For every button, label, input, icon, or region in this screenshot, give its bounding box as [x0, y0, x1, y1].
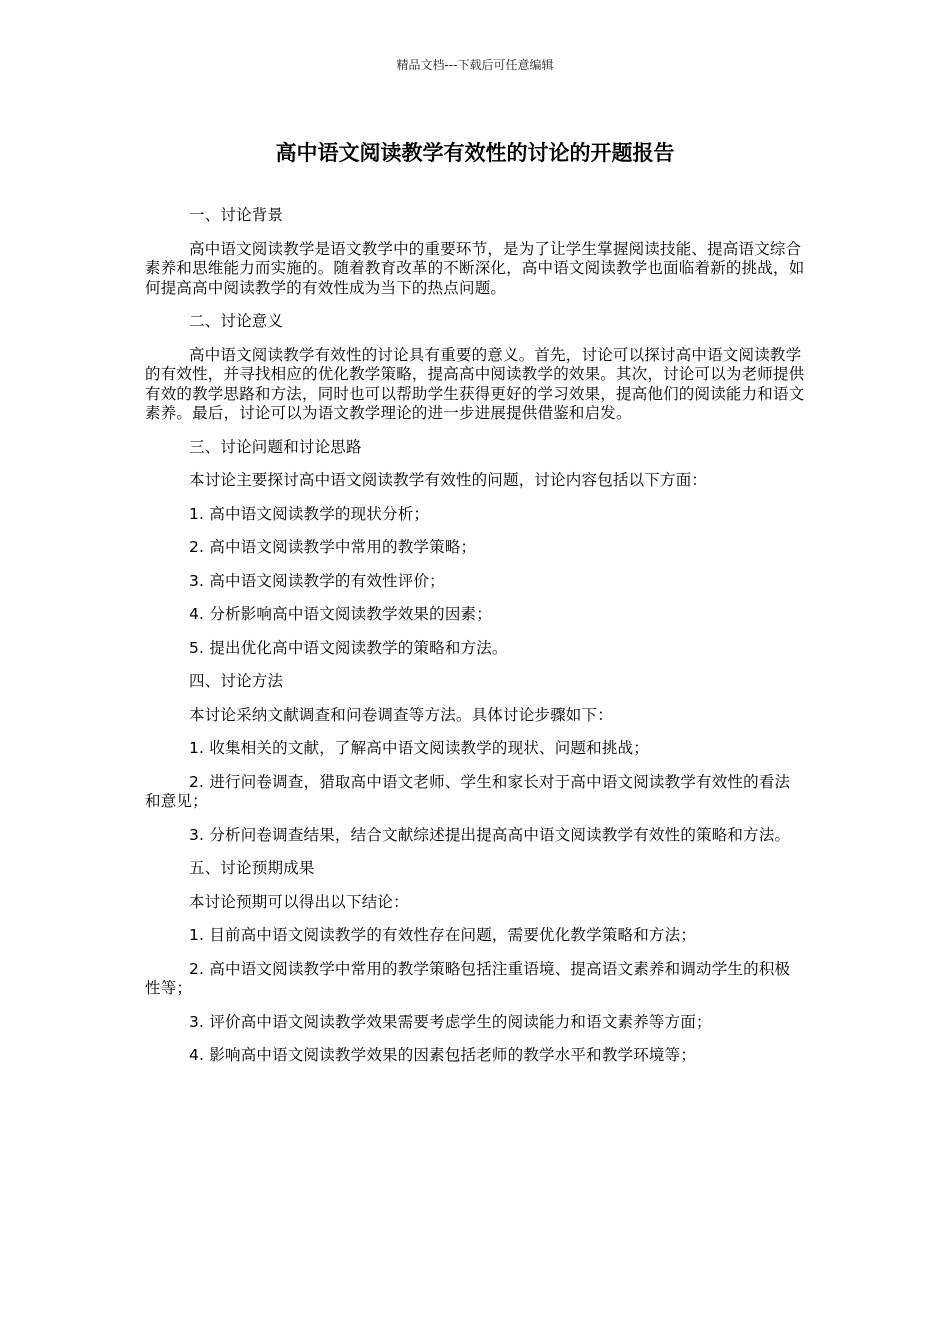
paragraph-background: 高中语文阅读教学是语文教学中的重要环节，是为了让学生掌握阅读技能、提高语文综合素养和思维能力而实施的。随着教育改革的不断深化，高中语文阅读教学也面临着新的挑战，如何提高高中阅读教学的有效性成为当下的热点问题。: [145, 239, 805, 297]
paragraph-questions-intro: 本讨论主要探讨高中语文阅读教学有效性的问题，讨论内容包括以下方面：: [189, 471, 708, 489]
paragraph-significance: 高中语文阅读教学有效性的讨论具有重要的意义。首先，讨论可以探讨高中语文阅读教学的有效性，并寻找相应的优化教学策略，提高高中阅读教学的效果。其次，讨论可以为老师提供有效的教学思路和方法，同时也可以帮助学生获得更好的学习效果，提高他们的阅读能力和语文素养。最后，讨论可以为语文教学理论的进一步进展提供借鉴和启发。: [145, 345, 805, 422]
page-header: 精品文档---下载后可任意编辑: [396, 58, 554, 72]
list-item: 2. 高中语文阅读教学中常用的教学策略包括注重语境、提高语文素养和调动学生的积极性等；: [145, 959, 791, 997]
list-item: 1. 目前高中语文阅读教学的有效性存在问题，需要优化教学策略和方法；: [189, 926, 697, 944]
list-item: 3. 高中语文阅读教学的有效性评价；: [189, 571, 445, 590]
list-item: 1. 收集相关的文献，了解高中语文阅读教学的现状、问题和挑战；: [189, 739, 649, 757]
document-body: [145, 206, 805, 1080]
document-title: 高中语文阅读教学有效性的讨论的开题报告: [275, 141, 675, 165]
section-heading-questions: 三、讨论问题和讨论思路: [189, 437, 362, 456]
list-item: 2. 进行问卷调查，猎取高中语文老师、学生和家长对于高中语文阅读教学有效性的看法和意见；: [145, 772, 791, 810]
list-item: 4. 影响高中语文阅读教学效果的因素包括老师的教学水平和教学环境等；: [189, 1046, 697, 1064]
list-item: 1. 高中语文阅读教学的现状分析；: [189, 504, 430, 523]
list-item: 3. 评价高中语文阅读教学效果需要考虑学生的阅读能力和语文素养等方面；: [189, 1012, 712, 1031]
list-item: 2. 高中语文阅读教学中常用的教学策略；: [189, 538, 477, 556]
list-item: 5. 提出优化高中语文阅读教学的策略和方法。: [189, 638, 508, 657]
section-heading-outcomes: 五、讨论预期成果: [189, 859, 315, 877]
list-item: 3. 分析问卷调查结果，结合文献综述提出提高高中语文阅读教学有效性的策略和方法。: [189, 825, 791, 844]
paragraph-outcomes-intro: 本讨论预期可以得出以下结论：: [189, 892, 409, 911]
section-heading-methods: 四、讨论方法: [189, 672, 284, 690]
section-heading-significance: 二、讨论意义: [189, 312, 284, 330]
paragraph-methods-intro: 本讨论采纳文献调查和问卷调查等方法。具体讨论步骤如下：: [189, 705, 613, 724]
list-item: 4. 分析影响高中语文阅读教学效果的因素；: [189, 605, 492, 623]
section-heading-background: 一、讨论背景: [189, 206, 284, 224]
